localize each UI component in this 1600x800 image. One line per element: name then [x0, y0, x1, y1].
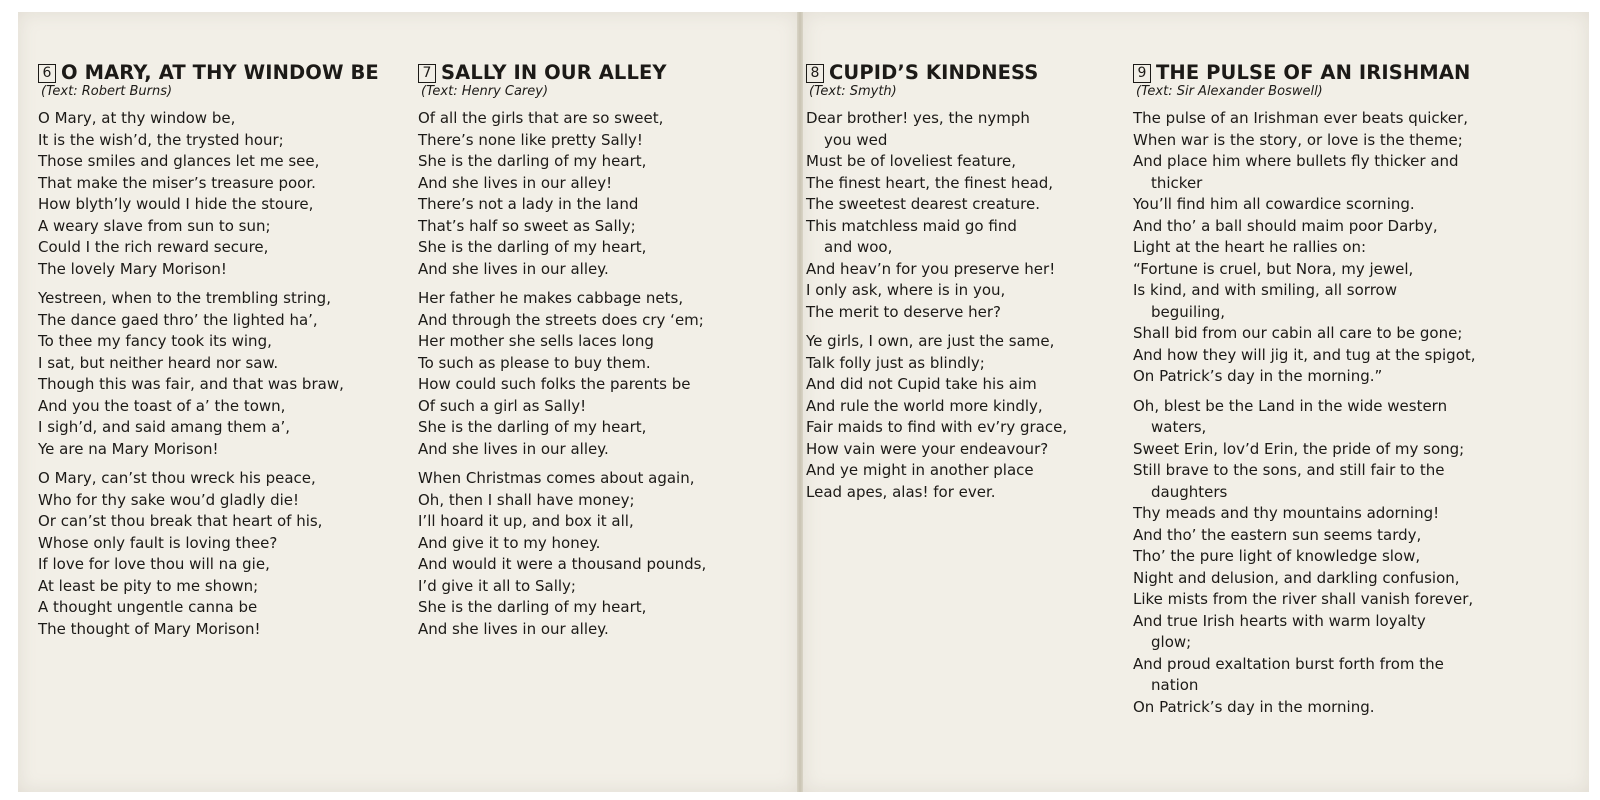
lyric-line: Her mother she sells laces long — [418, 332, 654, 350]
lyric-line: I’d give it all to Sally; — [418, 576, 576, 595]
lyric-line: And true Irish hearts with warm loyalty — [1133, 611, 1426, 630]
stanza — [418, 108, 788, 280]
lyric-line: How vain were your endeavour? — [806, 439, 1049, 458]
stanza — [38, 468, 408, 640]
lyric-line: and woo, — [824, 238, 893, 256]
text-credit: (Text: Henry Carey) — [421, 84, 549, 99]
lyric-line: To such as please to buy them. — [418, 353, 651, 372]
lyric-line: Oh, blest be the Land in the wide western — [1133, 396, 1448, 415]
lyric-line: Ye are na Mary Morison! — [38, 439, 219, 458]
lyric-line: When Christmas comes about again, — [418, 469, 695, 487]
lyric-line: Whose only fault is loving thee? — [38, 533, 278, 552]
song-section — [38, 60, 408, 640]
lyric-line: And you the toast of a’ the town, — [38, 396, 286, 415]
lyric-line: Talk folly just as blindly; — [806, 353, 985, 372]
lyric-line: beguiling, — [1151, 302, 1226, 321]
song-title: O MARY, AT THY WINDOW BE — [61, 61, 379, 84]
lyric-line: Could I the rich reward secure, — [38, 238, 269, 256]
track-number-badge: 7 — [418, 64, 436, 83]
lyric-line: Yestreen, when to the trembling string, — [38, 289, 331, 307]
booklet-spine — [797, 12, 803, 792]
lyric-line: Though this was fair, and that was braw, — [38, 375, 344, 393]
lyric-line: Must be of loveliest feature, — [806, 152, 1017, 170]
lyric-line: waters, — [1151, 418, 1207, 436]
lyric-line: And did not Cupid take his aim — [806, 375, 1037, 393]
lyric-line: Night and delusion, and darkling confusion, — [1133, 568, 1460, 587]
track-number-badge: 9 — [1133, 64, 1151, 83]
lyric-line: And proud exaltation burst forth from the — [1133, 654, 1444, 673]
stanza — [806, 108, 1116, 323]
lyric-line: There’s not a lady in the land — [418, 195, 639, 213]
lyric-line: The lovely Mary Morison! — [38, 259, 227, 278]
lyric-line: I sigh’d, and said amang them a’, — [38, 418, 290, 436]
lyric-line: Light at the heart he rallies on: — [1133, 238, 1367, 256]
lyric-line: She is the darling of my heart, — [418, 152, 647, 170]
stanza — [806, 331, 1116, 503]
lyric-line: Like mists from the river shall vanish forever, — [1133, 590, 1474, 608]
lyric-line: That make the miser’s treasure poor. — [38, 173, 316, 192]
lyric-line: “Fortune is cruel, but Nora, my jewel, — [1133, 259, 1414, 278]
song-heading — [1133, 60, 1553, 86]
lyric-line: And through the streets does cry ‘em; — [418, 310, 704, 329]
lyric-line: Thy meads and thy mountains adorning! — [1133, 504, 1440, 522]
lyric-line: Fair maids to find with ev’ry grace, — [806, 418, 1068, 436]
track-number-badge: 8 — [806, 64, 824, 83]
lyric-line: And tho’ a ball should maim poor Darby, — [1133, 216, 1438, 235]
lyric-line: How blyth’ly would I hide the stoure, — [38, 195, 314, 213]
song-title: THE PULSE OF AN IRISHMAN — [1156, 61, 1471, 84]
lyric-line: On Patrick’s day in the morning.” — [1133, 367, 1383, 385]
lyric-line: A thought ungentle canna be — [38, 598, 258, 616]
lyric-line: you wed — [824, 130, 888, 149]
song-section — [1133, 60, 1553, 718]
lyric-line: And would it were a thousand pounds, — [418, 555, 707, 573]
song-heading — [38, 60, 408, 86]
lyric-line: Oh, then I shall have money; — [418, 490, 635, 509]
lyric-line: Ye girls, I own, are just the same, — [806, 332, 1055, 350]
lyric-line: I only ask, where is in you, — [806, 281, 1006, 299]
lyric-line: O Mary, can’st thou wreck his peace, — [38, 469, 316, 487]
lyric-line: And she lives in our alley! — [418, 173, 613, 192]
lyric-line: If love for love thou will na gie, — [38, 555, 270, 573]
lyric-line: Of all the girls that are so sweet, — [418, 109, 664, 127]
lyric-line: There’s none like pretty Sally! — [418, 130, 643, 149]
lyric-line: She is the darling of my heart, — [418, 238, 647, 256]
song-heading — [806, 60, 1116, 86]
stanza — [38, 108, 408, 280]
song-section — [418, 60, 788, 640]
lyric-line: That’s half so sweet as Sally; — [418, 216, 636, 235]
stanza — [38, 288, 408, 460]
lyric-line: And ye might in another place — [806, 461, 1034, 479]
text-credit: (Text: Smyth) — [809, 84, 897, 99]
lyric-line: glow; — [1151, 633, 1192, 651]
lyric-line: She is the darling of my heart, — [418, 418, 647, 436]
lyric-line: The pulse of an Irishman ever beats quicker, — [1133, 109, 1468, 127]
lyric-line: And place him where bullets fly thicker and — [1133, 152, 1459, 170]
lyric-line: Shall bid from our cabin all care to be gone; — [1133, 324, 1463, 342]
lyric-line: A weary slave from sun to sun; — [38, 216, 271, 235]
lyric-line: And she lives in our alley. — [418, 439, 609, 458]
lyric-line: The merit to deserve her? — [806, 302, 1002, 321]
lyric-line: Those smiles and glances let me see, — [38, 152, 320, 170]
stanza — [1133, 396, 1553, 719]
lyric-line: nation — [1151, 676, 1199, 694]
lyric-line: The dance gaed thro’ the lighted ha’, — [38, 310, 318, 329]
lyric-line: How could such folks the parents be — [418, 375, 691, 393]
lyric-line: Sweet Erin, lov’d Erin, the pride of my song; — [1133, 439, 1465, 458]
lyric-line: Tho’ the pure light of knowledge slow, — [1133, 547, 1421, 565]
lyric-line: The sweetest dearest creature. — [806, 195, 1040, 213]
lyric-line: It is the wish’d, the trysted hour; — [38, 130, 284, 149]
lyric-line: And give it to my honey. — [418, 533, 601, 552]
stanza — [418, 288, 788, 460]
lyric-line: The thought of Mary Morison! — [38, 619, 261, 638]
lyric-line: Or can’st thou break that heart of his, — [38, 512, 323, 530]
stanza — [418, 468, 788, 640]
lyric-line: Lead apes, alas! for ever. — [806, 482, 996, 501]
lyric-line: daughters — [1151, 482, 1228, 501]
lyric-line: When war is the story, or love is the theme; — [1133, 130, 1463, 149]
lyric-line: And how they will jig it, and tug at the spigot, — [1133, 345, 1476, 364]
track-number-badge: 6 — [38, 64, 56, 83]
lyric-line: I sat, but neither heard nor saw. — [38, 353, 279, 372]
lyric-line: The finest heart, the finest head, — [806, 173, 1054, 192]
song-heading — [418, 60, 788, 86]
lyric-line: Who for thy sake wou’d gladly die! — [38, 490, 300, 509]
lyric-line: Of such a girl as Sally! — [418, 396, 587, 415]
lyric-line: Still brave to the sons, and still fair to the — [1133, 461, 1445, 479]
lyric-line: thicker — [1151, 173, 1203, 192]
lyric-line: She is the darling of my heart, — [418, 598, 647, 616]
lyric-line: On Patrick’s day in the morning. — [1133, 697, 1375, 716]
lyric-line: This matchless maid go find — [806, 216, 1017, 235]
lyric-line: O Mary, at thy window be, — [38, 109, 236, 127]
lyric-line: And she lives in our alley. — [418, 619, 609, 638]
lyric-line: I’ll hoard it up, and box it all, — [418, 512, 634, 530]
lyric-line: Is kind, and with smiling, all sorrow — [1133, 281, 1397, 299]
lyric-line: And heav’n for you preserve her! — [806, 259, 1056, 278]
song-section — [806, 60, 1116, 503]
lyric-line: Her father he makes cabbage nets, — [418, 289, 684, 307]
lyric-line: Dear brother! yes, the nymph — [806, 109, 1030, 127]
lyric-line: And rule the world more kindly, — [806, 396, 1043, 415]
lyric-line: At least be pity to me shown; — [38, 576, 259, 595]
text-credit: (Text: Robert Burns) — [41, 84, 173, 99]
song-title: CUPID’S KINDNESS — [829, 61, 1039, 84]
text-credit: (Text: Sir Alexander Boswell) — [1136, 84, 1323, 99]
lyric-line: To thee my fancy took its wing, — [38, 332, 272, 350]
lyric-line: And she lives in our alley. — [418, 259, 609, 278]
stanza — [1133, 108, 1553, 388]
lyric-line: And tho’ the eastern sun seems tardy, — [1133, 525, 1422, 544]
song-title: SALLY IN OUR ALLEY — [441, 61, 667, 84]
lyric-line: You’ll find him all cowardice scorning. — [1133, 195, 1415, 213]
